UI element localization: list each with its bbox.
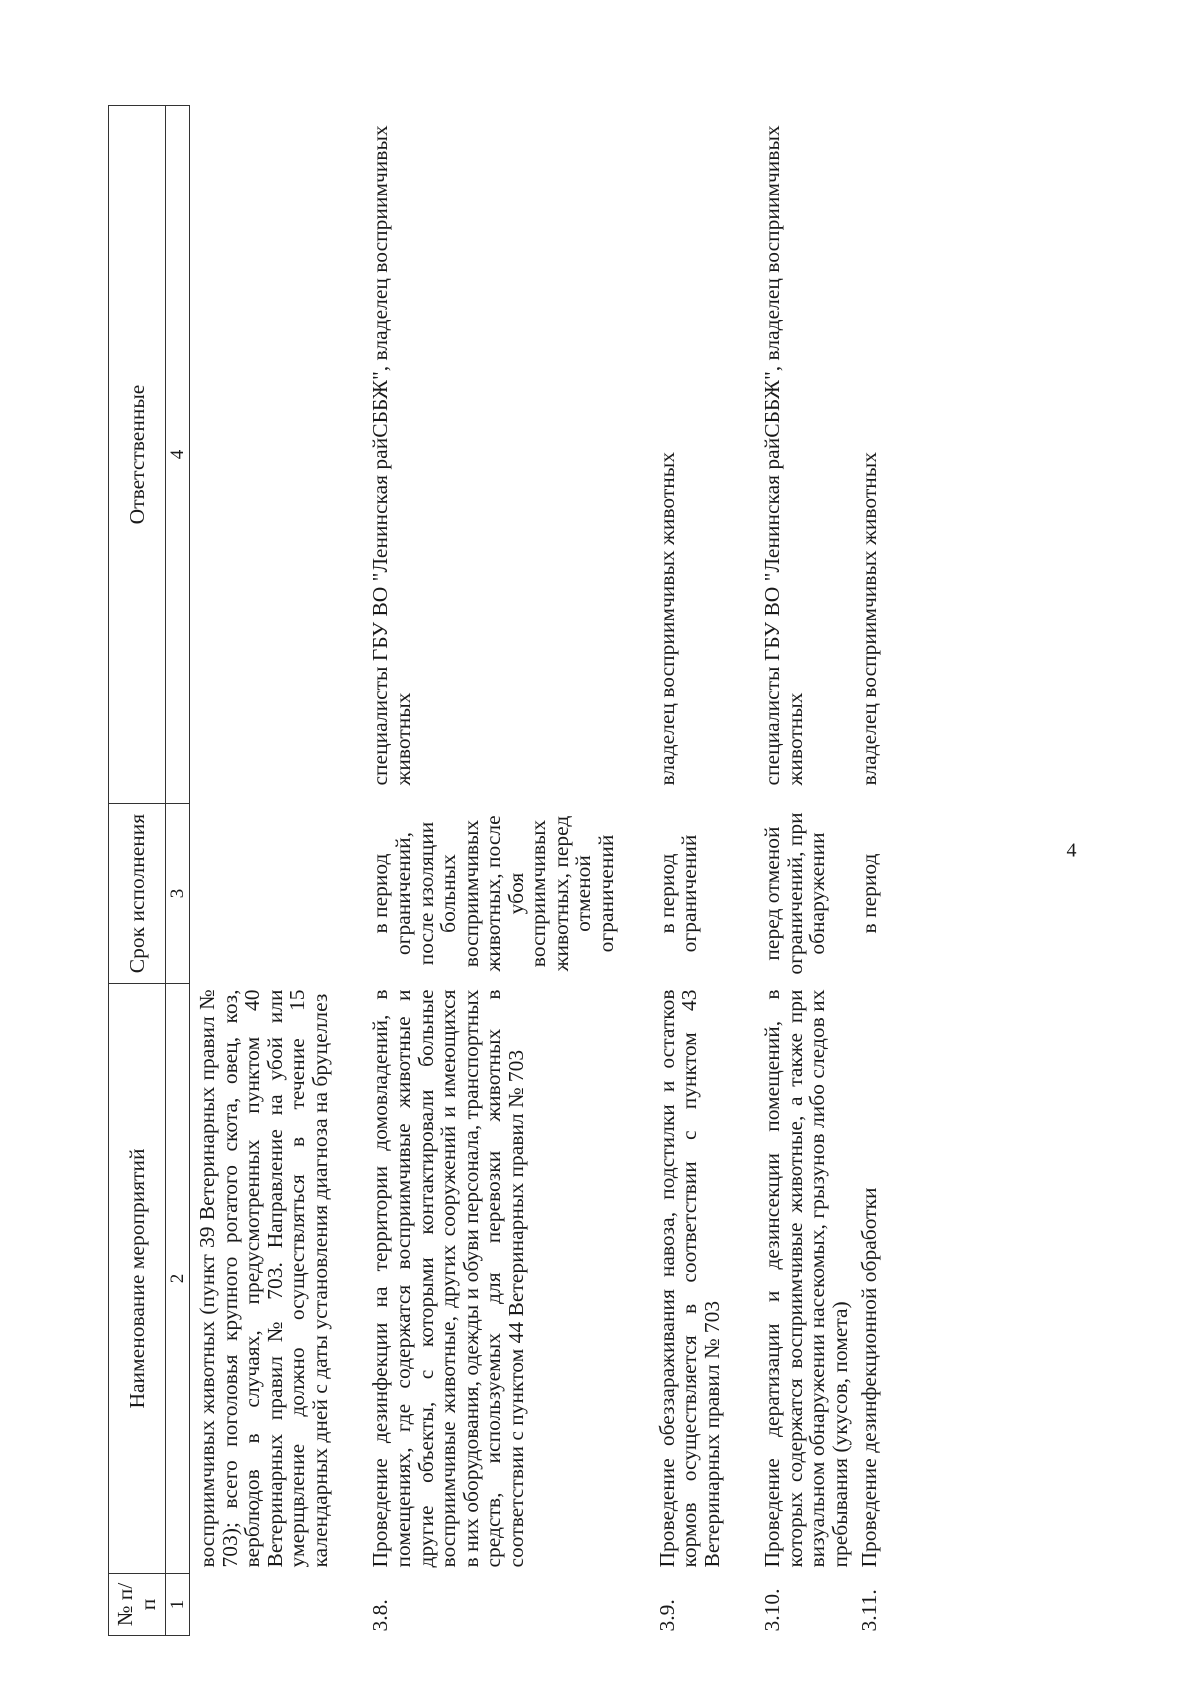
header-responsible: Ответственные — [109, 106, 166, 804]
header-num: № п/п — [109, 1574, 166, 1636]
row-responsible: специалисты ГБУ ВО "Ленинская райСББЖ", владелец восприимчивых животных — [368, 125, 415, 786]
row-name: Проведение дезинфекции на территории домовладений, в помещениях, где содержатся восприимчивые животные и другие объекты, с которыми контактировали больные восприимчивые животные, других сооружений и имеющихся в них оборудования, одежды и обуви персонала, транспортных средств, используемых для перевозки животных в соответствии с пунктом 44 Ветеринарных правил № 703 — [368, 989, 528, 1568]
column-number: 3 — [166, 804, 190, 984]
table-row — [618, 106, 724, 1636]
row-responsible: владелец восприимчивых животных — [856, 452, 881, 786]
row-term: в период ограничений — [654, 834, 702, 953]
row-name: Проведение дезинфекционной обработки — [856, 1187, 881, 1568]
row-name: Проведение дератизации и дезинсекции помещений, в которых содержатся восприимчивые животные, а также при визуальном обнаружении насекомых, грызунов либо следов их пребывания (укусов, помета) — [760, 989, 852, 1568]
table-column-numbers — [166, 106, 190, 1636]
table-row — [331, 106, 617, 1636]
measures-table — [108, 105, 880, 1636]
row-name: Проведение обеззараживания навоза, подстилки и остатков кормов осуществляется в соответствии с пунктом 43 Ветеринарных правил № 703 — [654, 989, 724, 1568]
row-name: восприимчивых животных (пункт 39 Ветеринарных правил № 703); всего поголовья крупного рогатого скота, овец, коз, верблюдов в случаях, предусмотренных пунктом 40 Ветеринарных правил № 703. Направление на убой или умерщвление должно осуществляться в течение 15 календарных дней с даты установления диагноза на бруцеллез — [195, 989, 332, 1568]
table-row — [852, 106, 881, 1636]
row-num: 3.10. — [760, 1588, 785, 1632]
table-header-row — [109, 106, 166, 1636]
row-num: 3.9. — [654, 1599, 679, 1632]
row-responsible — [190, 106, 332, 804]
table-row — [723, 106, 851, 1636]
row-num — [190, 1574, 332, 1636]
header-term: Срок исполнения — [109, 804, 166, 984]
table-row — [190, 106, 332, 1636]
row-responsible: владелец восприимчивых животных — [654, 452, 679, 786]
column-number: 1 — [166, 1574, 190, 1636]
header-name: Наименование мероприятий — [109, 984, 166, 1574]
row-num: 3.11. — [856, 1589, 881, 1632]
row-num: 3.8. — [368, 1599, 393, 1632]
column-number: 4 — [166, 106, 190, 804]
row-term: в период ограничений, после изоляции больных восприимчивых животных, после убоя восприимчивых животных, перед отменой ограничений — [368, 815, 618, 972]
row-term: перед отменой ограничений, при обнаружении — [760, 812, 830, 975]
row-term — [190, 804, 332, 984]
column-number: 2 — [166, 984, 190, 1574]
page-number: 4 — [1066, 839, 1077, 862]
row-responsible: специалисты ГБУ ВО "Ленинская райСББЖ", владелец восприимчивых животных — [760, 125, 807, 786]
row-term: в период — [856, 853, 881, 934]
